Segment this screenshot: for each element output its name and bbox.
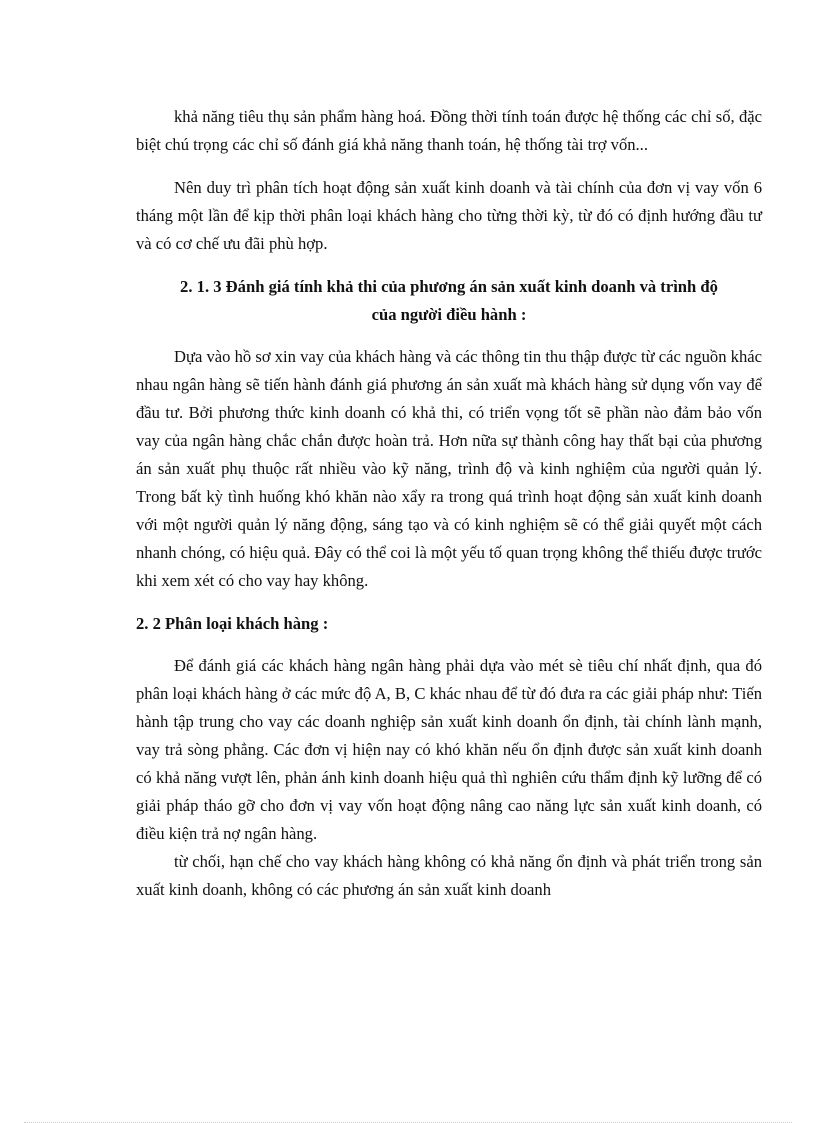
paragraph-feasibility: Dựa vào hồ sơ xin vay của khách hàng và các thông tin thu thập được từ các nguồn khác nhau ngân hàng sẽ tiến hành đánh giá phương án sản xuất mà khách hàng sử dụng vốn vay để đầu tư. Bởi phương thức kinh doanh có khả thi, có triển vọng tốt sẽ phần nào đảm bảo vốn vay của ngân hàng chắc chắn được hoàn trả. Hơn nữa sự thành công hay thất bại của phương án sản xuất phụ thuộc rất nhiều vào kỹ năng, trình độ và kinh nghiệm của người quản lý. Trong bất kỳ tình huống khó khăn nào xẩy ra trong quá trình hoạt động sản xuất kinh doanh với một người quản lý năng động, sáng tạo và có kinh nghiệm sẽ có thể giải quyết một cách nhanh chóng, có hiệu quả. Đây có thể coi là một yếu tố quan trọng không thể thiếu được trước khi xem xét có cho vay hay không. [136,347,762,590]
paragraph-periodic-analysis: Nên duy trì phân tích hoạt động sản xuất kinh doanh và tài chính của đơn vị vay vốn 6 tháng một lần để kịp thời phân loại khách hàng cho từng thời kỳ, từ đó có định hướng đầu tư và có cơ chế ưu đãi phù hợp. [136,178,762,253]
section-heading-2-2: 2. 2 Phân loại khách hàng : [136,614,329,633]
paragraph-classification: Để đánh giá các khách hàng ngân hàng phải dựa vào mét sè tiêu chí nhất định, qua đó phân loại khách hàng ở các mức độ A, B, C khác nhau để từ đó đưa ra các giải pháp như: Tiến hành tập trung cho vay các doanh nghiệp sản xuất kinh doanh ổn định, tài chính lành mạnh, vay trả sòng phẳng. Các đơn vị hiện nay có khó khăn nếu ổn định được sản xuất kinh doanh có khả năng vượt lên, phản ánh kinh doanh hiệu quả thì nghiên cứu thẩm định kỹ lưỡng để có giải pháp tháo gỡ cho đơn vị vay vốn hoạt động nâng cao năng lực sản xuất kinh doanh, có điều kiện trả nợ ngân hàng. [136,656,762,843]
section-heading-2-1-3: 2. 1. 3 Đánh giá tính khả thi của phương án sản xuất kinh doanh và trình độ [180,277,718,296]
paragraph-refusal: từ chối, hạn chế cho vay khách hàng không có khả năng ổn định và phát triển trong sản xuất kinh doanh, không có các phương án sản xuất kinh doanh [136,852,762,899]
document-page [136,103,762,904]
paragraph-continuation: khả năng tiêu thụ sản phẩm hàng hoá. Đồng thời tính toán được hệ thống các chỉ số, đặc biệt chú trọng các chỉ số đánh giá khả năng thanh toán, hệ thống tài trợ vốn... [136,107,762,154]
section-heading-2-1-3-cont: của người điều hành : [371,305,527,324]
